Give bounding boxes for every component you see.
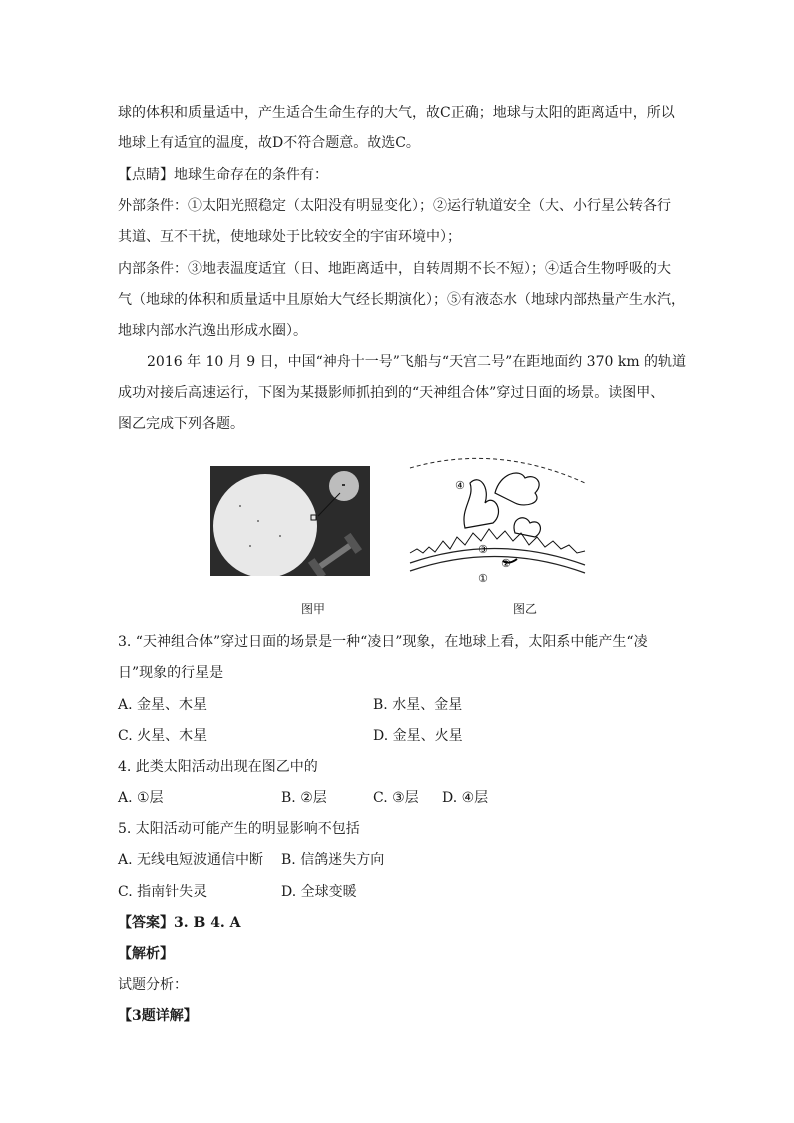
paragraph-line: 外部条件：①太阳光照稳定（太阳没有明显变化）；②运行轨道安全（大、小行星公转各行 (118, 198, 671, 214)
figure-yi-label-layer3: ③ (478, 543, 488, 556)
question-5-option-a: A. 无线电短波通信中断 (118, 852, 264, 868)
figure-yi-label-layer1: ① (478, 572, 488, 585)
paragraph-line: 球的体积和质量适中，产生适合生命生存的大气，故C正确；地球与太阳的距离适中，所以 (118, 105, 675, 121)
paragraph-line: 气（地球的体积和质量适中且原始大气经长期演化）；⑤有液态水（地球内部热量产生水汽， (118, 292, 685, 308)
paragraph-line: 【点睛】地球生命存在的条件有： (118, 167, 328, 183)
question-4-option-b: B. ②层 (281, 790, 327, 806)
question-5-stem: 5. 太阳活动可能产生的明显影响不包括 (118, 821, 360, 837)
question-5-option-b: B. 信鸽迷失方向 (281, 852, 385, 868)
paragraph-line: 2016 年 10 月 9 日，中国“神舟十一号”飞船与“天宫二号”在距地面约 370 km 的轨道 (147, 354, 687, 370)
question-5-option-c: C. 指南针失灵 (118, 884, 208, 900)
question-4-stem: 4. 此类太阳活动出现在图乙中的 (118, 759, 318, 775)
paragraph-line: 图乙完成下列各题。 (118, 416, 244, 432)
question-3-stem-line2: 日”现象的行星是 (118, 665, 224, 681)
question-3-option-a: A. 金星、木星 (118, 697, 208, 713)
question-4-option-c: C. ③层 (373, 790, 419, 806)
paragraph-line: 地球上有适宜的温度，故D不符合题意。故选C。 (118, 135, 420, 151)
question-5-option-d: D. 全球变暖 (281, 884, 357, 900)
figure-yi-caption: 图乙 (513, 602, 538, 616)
figure-yi-label-layer2: ② (501, 557, 511, 570)
q3-detail-title: 【3题详解】 (118, 1008, 198, 1024)
paragraph-line: 其道、互不干扰，使地球处于比较安全的宇宙环境中）； (118, 229, 461, 245)
paragraph-line: 地球内部水汽逸出形成水圈）。 (118, 323, 307, 339)
paragraph-line: 成功对接后高速运行，下图为某摄影师抓拍到的“天神组合体”穿过日面的场景。读图甲、 (118, 385, 665, 401)
question-3-option-b: B. 水星、金星 (373, 697, 463, 713)
question-3-stem-line1: 3. “天神组合体”穿过日面的场景是一种“凌日”现象，在地球上看，太阳系中能产生“凌 (118, 634, 648, 650)
paragraph-line: 内部条件：③地表温度适宜（日、地距离适中，自转周期不长不短）；④适合生物呼吸的大 (118, 261, 671, 277)
analysis-intro: 试题分析： (118, 977, 188, 993)
figure-yi-sun-layers-diagram (405, 453, 590, 593)
analysis-title: 【解析】 (118, 946, 174, 962)
figure-jia-caption: 图甲 (301, 602, 326, 616)
figure-jia-sun-transit-image (210, 466, 370, 576)
question-4-option-a: A. ①层 (118, 790, 164, 806)
question-4-option-d: D. ④层 (442, 790, 489, 806)
question-3-option-c: C. 火星、木星 (118, 728, 208, 744)
answer-line: 【答案】3. B 4. A (118, 915, 241, 931)
figure-yi-label-layer4: ④ (455, 479, 465, 492)
question-3-option-d: D. 金星、火星 (373, 728, 463, 744)
